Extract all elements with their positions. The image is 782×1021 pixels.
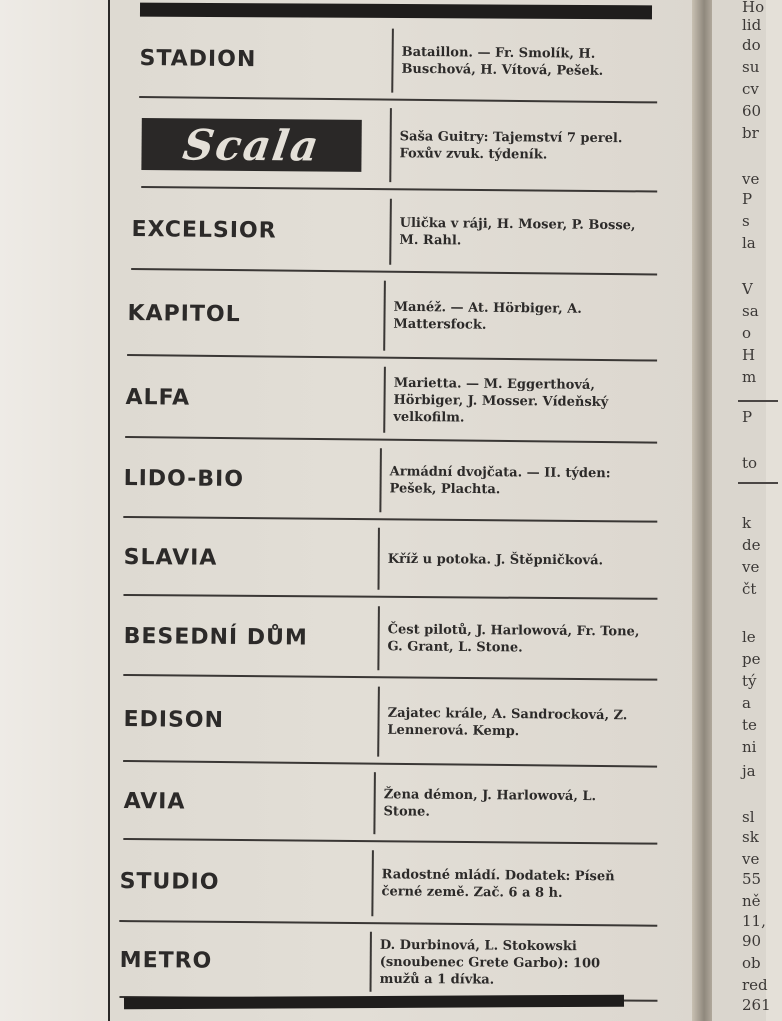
- cinema-name: Scala: [179, 119, 324, 171]
- facing-page-text: P: [742, 190, 753, 208]
- film-description: [387, 526, 645, 594]
- facing-page-text: ve: [742, 170, 760, 188]
- facing-page-text: 11,: [742, 912, 766, 930]
- column-divider: [377, 606, 380, 670]
- listing-row: [123, 676, 658, 768]
- facing-page-text: br: [742, 124, 759, 142]
- film-description: [387, 604, 646, 674]
- facing-page-text: su: [742, 58, 760, 76]
- cinema-name: ALFA: [125, 384, 191, 411]
- column-divider: [378, 528, 380, 590]
- film-description-text: Saša Guitry: Tajemství 7 perel. Foxův zvuk. týdeník.: [399, 129, 623, 163]
- film-description: [401, 27, 660, 98]
- cinema-name: AVIA: [123, 788, 186, 815]
- film-description-text: Kříž u potoka. J. Štěpničková.: [387, 551, 604, 568]
- listing-row: [123, 438, 658, 523]
- facing-page-text: čt: [742, 580, 757, 598]
- film-description-text: Marietta. — M. Eggerthová, Hörbiger, J. Mosser. Vídeňský velkofilm.: [393, 375, 609, 426]
- facing-page-text: 55: [742, 870, 762, 888]
- column-divider: [370, 932, 372, 992]
- column-divider: [377, 687, 380, 757]
- facing-page-text: de: [742, 536, 761, 554]
- facing-page-text: red: [742, 976, 768, 994]
- facing-page-text: a: [742, 694, 751, 712]
- facing-page-text: ve: [742, 850, 760, 868]
- film-description: [380, 930, 638, 996]
- cinema-name: METRO: [119, 947, 213, 974]
- facing-page-text: H: [742, 346, 756, 364]
- column-divider: [389, 199, 392, 265]
- cinema-name: KAPITOL: [127, 300, 241, 327]
- film-description: [393, 279, 656, 356]
- cinema-name: SLAVIA: [123, 544, 218, 571]
- page-border-line: [108, 0, 110, 1021]
- facing-page: [712, 0, 771, 1021]
- column-divider: [383, 281, 386, 351]
- facing-page-text: to: [742, 454, 758, 472]
- listing-row: [119, 922, 658, 1002]
- facing-page-text: o: [742, 324, 752, 342]
- film-description: [381, 848, 640, 920]
- facing-page-text: 90: [742, 932, 762, 950]
- facing-page-rule: [738, 400, 778, 402]
- facing-page-text: do: [742, 36, 761, 54]
- film-description: [389, 446, 648, 516]
- facing-page-text: ja: [742, 762, 756, 780]
- facing-page-text: lid: [742, 16, 762, 34]
- listing-row: [127, 270, 658, 362]
- facing-page-text: V: [742, 280, 753, 298]
- listing-row: [125, 356, 658, 444]
- film-description-text: Armádní dvojčata. — II. týden: Pešek, Plachta.: [389, 464, 611, 498]
- facing-page-text: m: [742, 368, 757, 386]
- film-description-text: Bataillon. — Fr. Smolík, H. Buschová, H. Vítová, Pešek.: [401, 44, 604, 79]
- film-description: [387, 685, 646, 762]
- facing-page-rule: [738, 482, 778, 484]
- facing-page-text: tý: [742, 672, 757, 690]
- facing-page-text: Ho: [742, 0, 765, 16]
- cinema-name: EDISON: [123, 706, 225, 733]
- facing-page-text: P: [742, 408, 753, 426]
- facing-page-text: ni: [742, 738, 757, 756]
- column-divider: [373, 772, 376, 834]
- film-description-text: Ulička v ráji, H. Moser, P. Bosse, M. Rahl.: [399, 215, 636, 249]
- film-description-text: Čest pilotů, J. Harlowová, Fr. Tone, G. Grant, L. Stone.: [387, 622, 640, 656]
- facing-page-text: te: [742, 716, 757, 734]
- facing-page-text: 261: [742, 996, 771, 1014]
- column-divider: [389, 108, 392, 182]
- book-gutter: [692, 0, 714, 1021]
- listing-row: [119, 840, 658, 927]
- facing-page-text: 60: [742, 102, 762, 120]
- film-description: [393, 365, 652, 438]
- left-margin: [0, 0, 108, 1021]
- facing-page-text: sa: [742, 302, 759, 320]
- facing-page-text: k: [742, 514, 752, 532]
- facing-page-text: ve: [742, 558, 760, 576]
- listing-row: [139, 18, 658, 103]
- cinema-name: BESEDNÍ DŮM: [123, 623, 308, 651]
- listing-row: [141, 98, 658, 192]
- film-description: [383, 770, 642, 838]
- film-description-text: Žena démon, J. Harlowová, L. Stone.: [383, 787, 597, 820]
- cinema-name: LIDO-BIO: [123, 465, 245, 492]
- facing-page-text: le: [742, 628, 756, 646]
- facing-page-text: s: [742, 212, 750, 230]
- cinema-name: STADION: [139, 45, 257, 72]
- film-description-text: D. Durbinová, L. Stokowski (snoubenec Grete Garbo): 100 mužů a 1 dívka.: [379, 937, 601, 988]
- cinema-name: EXCELSIOR: [131, 216, 277, 244]
- cinema-name: STUDIO: [119, 868, 220, 895]
- facing-page-text: la: [742, 234, 756, 252]
- listing-row: [123, 518, 658, 600]
- film-description: [399, 106, 662, 186]
- column-divider: [383, 367, 386, 433]
- film-description-text: Zajatec krále, A. Sandrocková, Z. Lennerová. Kemp.: [387, 705, 628, 740]
- column-divider: [371, 850, 374, 916]
- facing-page-text: sk: [742, 828, 759, 846]
- film-description-text: Radostné mládí. Dodatek: Píseň černé země. Zač. 6 a 8 h.: [381, 867, 615, 901]
- column-divider: [391, 29, 394, 93]
- film-description-text: Manéž. — At. Hörbiger, A. Mattersfock.: [393, 299, 582, 333]
- scala-logo: [141, 118, 361, 172]
- column-divider: [379, 448, 382, 512]
- facing-page-text: ob: [742, 954, 761, 972]
- facing-page-text: ně: [742, 892, 761, 910]
- film-description: [399, 197, 658, 270]
- listing-row: [123, 596, 658, 681]
- listing-row: [123, 762, 658, 845]
- facing-page-text: pe: [742, 650, 761, 668]
- facing-page-text: sl: [742, 808, 755, 826]
- listing-row: [131, 188, 658, 276]
- facing-page-text: cv: [742, 80, 759, 98]
- top-bar: [140, 3, 652, 20]
